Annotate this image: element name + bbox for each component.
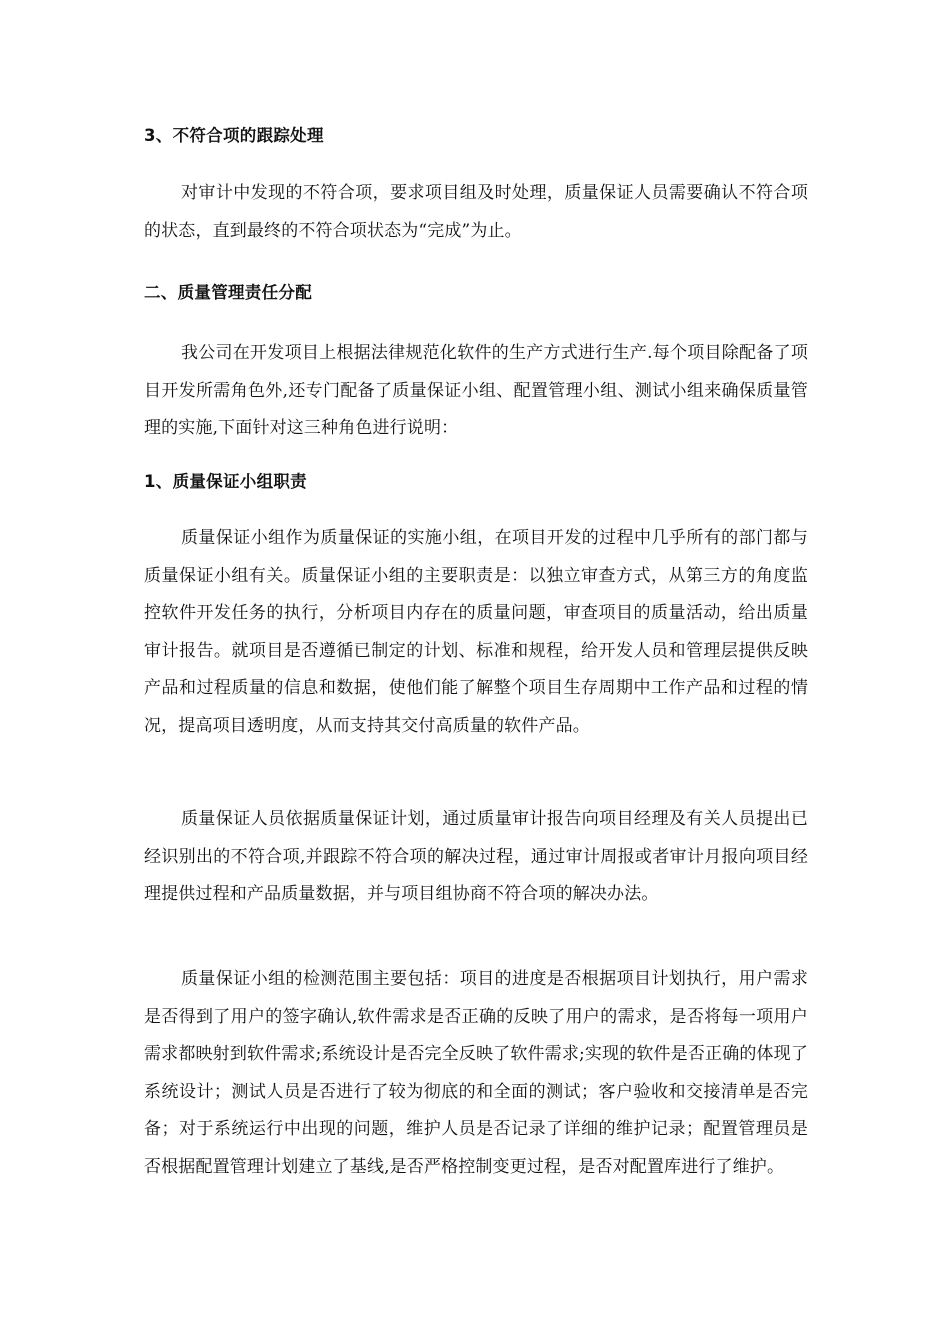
paragraph-responsibility-allocation: 我公司在开发项目上根据法律规范化软件的生产方式进行生产.每个项目除配备了项目开发所需角色外,还专门配备了质量保证小组、配置管理小组、测试小组来确保质量管理的实施,下面针对这三种角色进行说明：	[144, 343, 808, 438]
paragraph-qa-group-duties: 质量保证小组作为质量保证的实施小组，在项目开发的过程中几乎所有的部门都与质量保证小组有关。质量保证小组的主要职责是：以独立审查方式，从第三方的角度监控软件开发任务的执行，分析项目内存在的质量问题，审查项目的质量活动，给出质量审计报告。就项目是否遵循已制定的计划、标准和规程，给开发人员和管理层提供反映产品和过程质量的信息和数据，使他们能了解整个项目生存周期中工作产品和过程的情况，提高项目透明度，从而支持其交付高质量的软件产品。	[144, 528, 808, 736]
paragraph-qa-scope: 质量保证小组的检测范围主要包括：项目的进度是否根据项目计划执行，用户需求是否得到了用户的签字确认,软件需求是否正确的反映了用户的需求，是否将每一项用户需求都映射到软件需求;系统设计是否完全反映了软件需求;实现的软件是否正确的体现了系统设计；测试人员是否进行了较为彻底的和全面的测试；客户验收和交接清单是否完备；对于系统运行中出现的问题，维护人员是否记录了详细的维护记录；配置管理员是否根据配置管理计划建立了基线,是否严格控制变更过程，是否对配置库进行了维护。	[144, 969, 808, 1177]
paragraph-qa-personnel: 质量保证人员依据质量保证计划，通过质量审计报告向项目经理及有关人员提出已经识别出的不符合项,并跟踪不符合项的解决过程，通过审计周报或者审计月报向项目经理提供过程和产品质量数据，并与项目组协商不符合项的解决办法。	[144, 809, 808, 904]
section-heading-qa-group-duties: 1、质量保证小组职责	[144, 472, 307, 491]
section-heading-nonconformity-tracking: 3、不符合项的跟踪处理	[144, 126, 324, 145]
paragraph-nonconformity-tracking: 对审计中发现的不符合项，要求项目组及时处理，质量保证人员需要确认不符合项的状态，直到最终的不符合项状态为“完成”为止。	[144, 183, 808, 241]
section-heading-responsibility-allocation: 二、质量管理责任分配	[144, 283, 312, 302]
